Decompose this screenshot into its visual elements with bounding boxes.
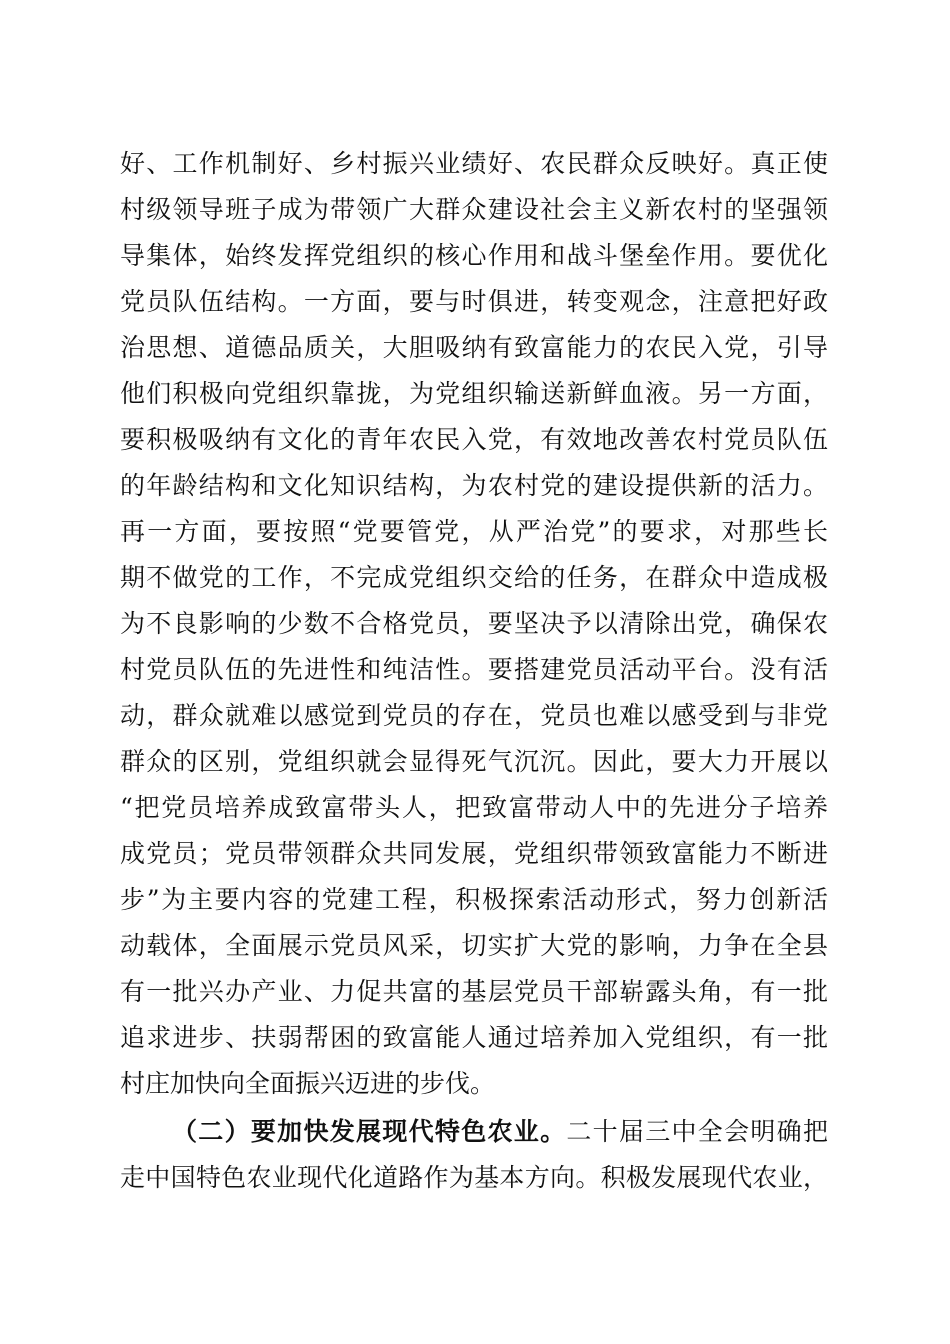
section-heading-line <box>172 1111 828 1153</box>
text-line: 他们积极向党组织靠拢，为党组织输送新鲜血液。另一方面， <box>120 379 828 408</box>
text-line: 走中国特色农业现代化道路作为基本方向。积极发展现代农业， <box>120 1163 828 1192</box>
text-line: 村党员队伍的先进性和纯洁性。要搭建党员活动平台。没有活 <box>120 655 828 684</box>
text-line: 步”为主要内容的党建工程，积极探索活动形式，努力创新活 <box>120 885 828 914</box>
text-line: 再一方面，要按照“党要管党，从严治党”的要求，对那些长 <box>120 517 828 546</box>
text-line: 导集体，始终发挥党组织的核心作用和战斗堡垒作用。要优化 <box>120 241 828 270</box>
text-line: 要积极吸纳有文化的青年农民入党，有效地改善农村党员队伍 <box>120 425 828 454</box>
text-line: 党员队伍结构。一方面，要与时俱进，转变观念，注意把好政 <box>120 287 828 316</box>
text-line: 期不做党的工作，不完成党组织交给的任务，在群众中造成极 <box>120 563 828 592</box>
text-line: 好、工作机制好、乡村振兴业绩好、农民群众反映好。真正使 <box>120 149 828 178</box>
text-line: 为不良影响的少数不合格党员，要坚决予以清除出党，确保农 <box>120 609 828 638</box>
text-line: 追求进步、扶弱帮困的致富能人通过培养加入党组织，有一批 <box>120 1023 828 1052</box>
text-line: 群众的区别，党组织就会显得死气沉沉。因此，要大力开展以 <box>120 747 828 776</box>
text-line: 成党员；党员带领群众共同发展，党组织带领致富能力不断进 <box>120 839 828 868</box>
text-line: 治思想、道德品质关，大胆吸纳有致富能力的农民入党，引导 <box>120 333 828 362</box>
text-line: “把党员培养成致富带头人，把致富带动人中的先进分子培养 <box>120 793 828 822</box>
section-heading-rest: 二十届三中全会明确把 <box>566 1117 828 1146</box>
text-line: 动载体，全面展示党员风采，切实扩大党的影响，力争在全县 <box>120 931 828 960</box>
section-heading: （二）要加快发展现代特色农业。 <box>172 1117 567 1146</box>
text-line: 有一批兴办产业、力促共富的基层党员干部崭露头角，有一批 <box>120 977 828 1006</box>
text-line: 的年龄结构和文化知识结构，为农村党的建设提供新的活力。 <box>120 471 828 500</box>
text-line: 村庄加快向全面振兴迈进的步伐。 <box>120 1069 496 1098</box>
text-line: 动，群众就难以感觉到党员的存在，党员也难以感受到与非党 <box>120 701 828 730</box>
text-line: 村级领导班子成为带领广大群众建设社会主义新农村的坚强领 <box>120 195 828 224</box>
